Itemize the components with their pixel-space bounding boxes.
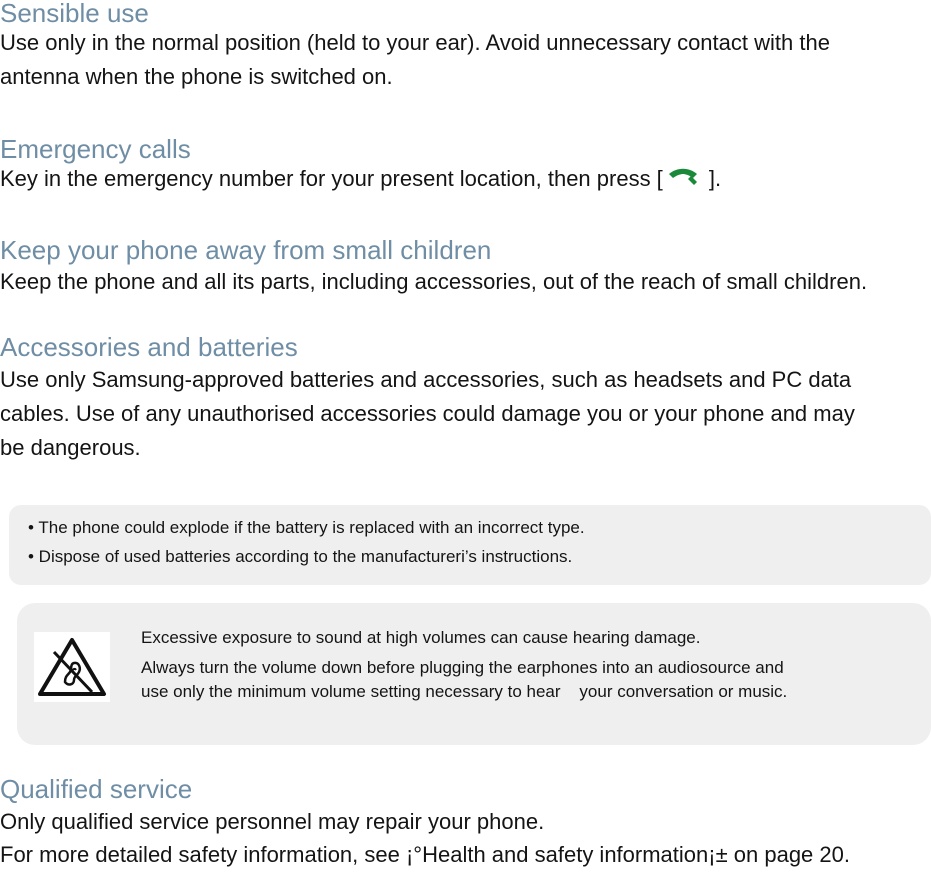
sensible-use-line-2: antenna when the phone is switched on. <box>0 64 393 89</box>
heading-qualified-service: Qualified service <box>0 774 193 804</box>
call-icon <box>663 164 703 186</box>
hearing-damage-icon <box>34 632 110 702</box>
battery-warning-item-1: • The phone could explode if the battery is replaced with an incorrect type. <box>28 518 585 537</box>
qualified-line-2: For more detailed safety information, see ¡°Health and safety information¡± on page 20. <box>0 842 850 867</box>
emergency-text-before: Key in the emergency number for your present location, then press [ <box>0 166 663 191</box>
heading-small-children: Keep your phone away from small children <box>0 235 492 265</box>
emergency-text-after: ]. <box>702 166 722 191</box>
accessories-line-2: cables. Use of any unauthorised accessories could damage you or your phone and may <box>0 401 855 426</box>
hearing-warning-line-2: Always turn the volume down before plugging the earphones into an audiosource and <box>141 658 784 677</box>
heading-sensible-use: Sensible use <box>0 0 149 28</box>
emergency-line <box>0 162 721 196</box>
hearing-warning-line-3: use only the minimum volume setting necessary to hear your conversation or music. <box>141 682 788 701</box>
qualified-line-1: Only qualified service personnel may repair your phone. <box>0 809 545 834</box>
accessories-line-3: be dangerous. <box>0 435 141 460</box>
heading-emergency-calls: Emergency calls <box>0 134 191 164</box>
sensible-use-line-1: Use only in the normal position (held to your ear). Avoid unnecessary contact with the <box>0 30 830 55</box>
battery-warning-item-2: • Dispose of used batteries according to the manufactureri’s instructions. <box>28 547 573 566</box>
heading-accessories-batteries: Accessories and batteries <box>0 332 298 362</box>
hearing-warning-line-1: Excessive exposure to sound at high volumes can cause hearing damage. <box>141 628 701 647</box>
accessories-line-1: Use only Samsung-approved batteries and accessories, such as headsets and PC data <box>0 367 852 392</box>
children-line-1: Keep the phone and all its parts, including accessories, out of the reach of small children. <box>0 269 868 294</box>
